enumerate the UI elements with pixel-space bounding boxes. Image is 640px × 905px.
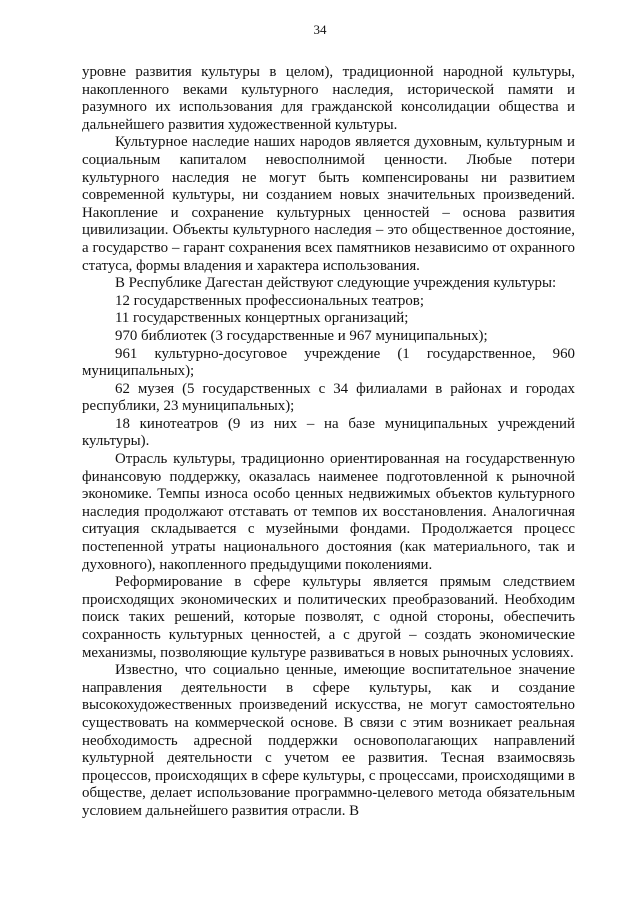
paragraph: уровне развития культуры в целом), традиционной народной культуры, накопленного веками культурного наследия, исторической памяти и разумного их использования для гражданской консолидации общества и дальнейшего развития художественной культуры. (82, 64, 575, 133)
paragraph: Известно, что социально ценные, имеющие воспитательное значение направления деятельности в сфере культуры, как и создание высокохудожественных произведений искусства, не могут самостоятельно существовать на коммерческой основе. В связи с этим возникает реальная необходимость адресной поддержки основополагающих направлений культурной деятельности с учетом ее развития. Тесная взаимосвязь процессов, происходящих в сфере культуры, с процессами, происходящими в обществе, делает использование программно-целевого метода обязательным условием дальнейшего развития отрасли. В (82, 662, 575, 819)
list-item: 12 государственных профессиональных театров; (115, 292, 424, 309)
page-number: 34 (313, 22, 327, 37)
paragraph: Культурное наследие наших народов является духовным, культурным и социальным капиталом невосполнимой ценности. Любые потери культурного наследия не могут быть компенсированы ни развитием современной культуры, ни созданием новых значительных произведений. Накопление и сохранение культурных ценностей – основа развития цивилизации. Объекты культурного наследия – это общественное достояние, а государство – гарант сохранения всех памятников независимо от охранного статуса, формы владения и характера использования. (82, 134, 575, 274)
list-item: 18 кинотеатров (9 из них – на базе муниципальных учреждений культуры). (82, 415, 575, 450)
paragraph: Отрасль культуры, традиционно ориентированная на государственную финансовую поддержку, оказалась наименее подготовленной к рыночной экономике. Темпы износа особо ценных недвижимых объектов культурного наследия продолжают отставать от темпов их восстановления. Аналогичная ситуация складывается с музейными фондами. Продолжается процесс постепенной утраты национального достояния (как материального, так и духовного), накопленного предыдущими поколениями. (82, 451, 575, 573)
list-item: 961 культурно-досуговое учреждение (1 государственное, 960 муниципальных); (82, 345, 575, 380)
list-item: 970 библиотек (3 государственные и 967 муниципальных); (115, 327, 488, 344)
paragraph: В Республике Дагестан действуют следующие учреждения культуры: (115, 275, 557, 292)
list-item: 11 государственных концертных организаций; (115, 310, 409, 327)
list-item: 62 музея (5 государственных с 34 филиалами в районах и городах республики, 23 муниципальных); (82, 380, 575, 415)
body-text (82, 64, 575, 821)
paragraph: Реформирование в сфере культуры является прямым следствием происходящих экономических и политических преобразований. Необходим поиск таких решений, которые позволят, с одной стороны, обеспечить сохранность культурных ценностей, а с другой – создать экономические механизмы, позволяющие культуре развиваться в новых рыночных условиях. (82, 574, 575, 661)
